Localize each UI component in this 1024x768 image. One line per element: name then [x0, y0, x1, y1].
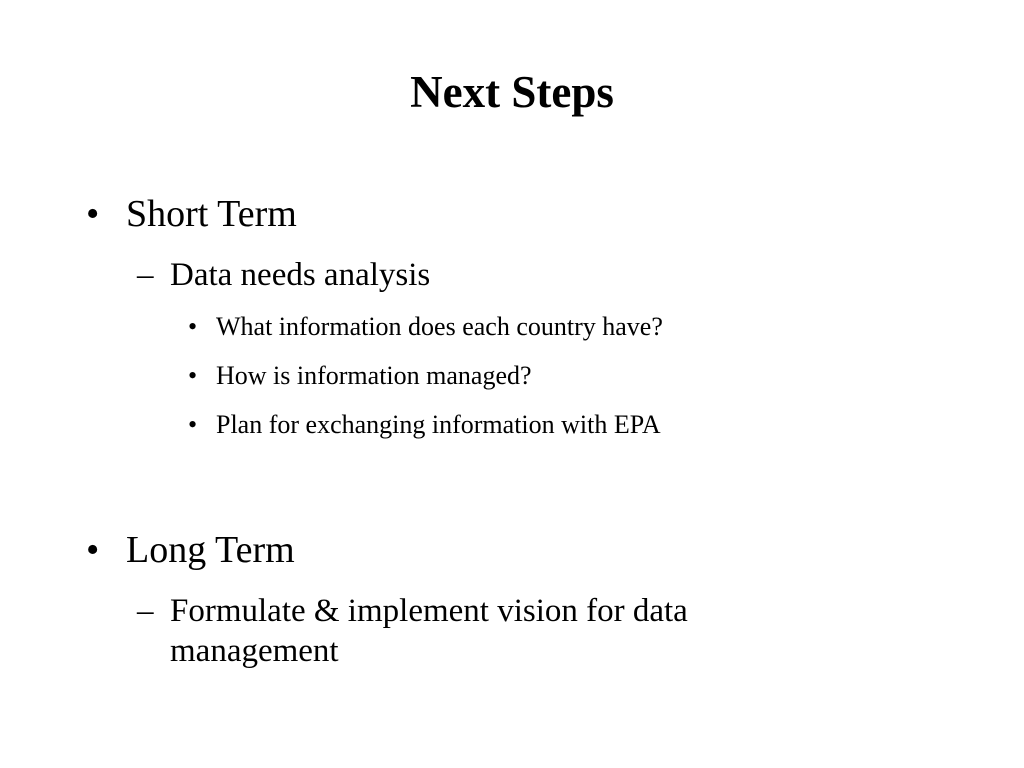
bullet-short-term — [86, 192, 297, 236]
bullet-marker: • — [86, 193, 100, 235]
bullet-marker: • — [188, 361, 198, 390]
bullet-text: Short Term — [126, 193, 297, 235]
bullet-long-term — [86, 528, 295, 572]
bullet-text: Long Term — [126, 529, 295, 571]
subsubbullet-country-information — [188, 311, 663, 343]
bullet-marker: • — [188, 410, 198, 439]
subsubbullet-text: Plan for exchanging information with EPA — [216, 410, 661, 439]
subsubbullet-text: How is information managed? — [216, 361, 532, 390]
subsubbullet-exchange-plan — [188, 409, 661, 441]
subbullet-text: Formulate & implement vision for data management — [170, 593, 688, 669]
dash-marker: – — [137, 593, 154, 629]
subbullet-formulate-vision — [137, 591, 830, 671]
slide-title: Next Steps — [410, 67, 614, 117]
dash-marker: – — [137, 257, 154, 293]
subbullet-text: Data needs analysis — [170, 257, 431, 293]
bullet-marker: • — [86, 529, 100, 571]
bullet-marker: • — [188, 312, 198, 341]
subsubbullet-text: What information does each country have? — [216, 312, 663, 341]
subbullet-data-needs-analysis — [137, 255, 431, 295]
subsubbullet-information-managed — [188, 360, 532, 392]
